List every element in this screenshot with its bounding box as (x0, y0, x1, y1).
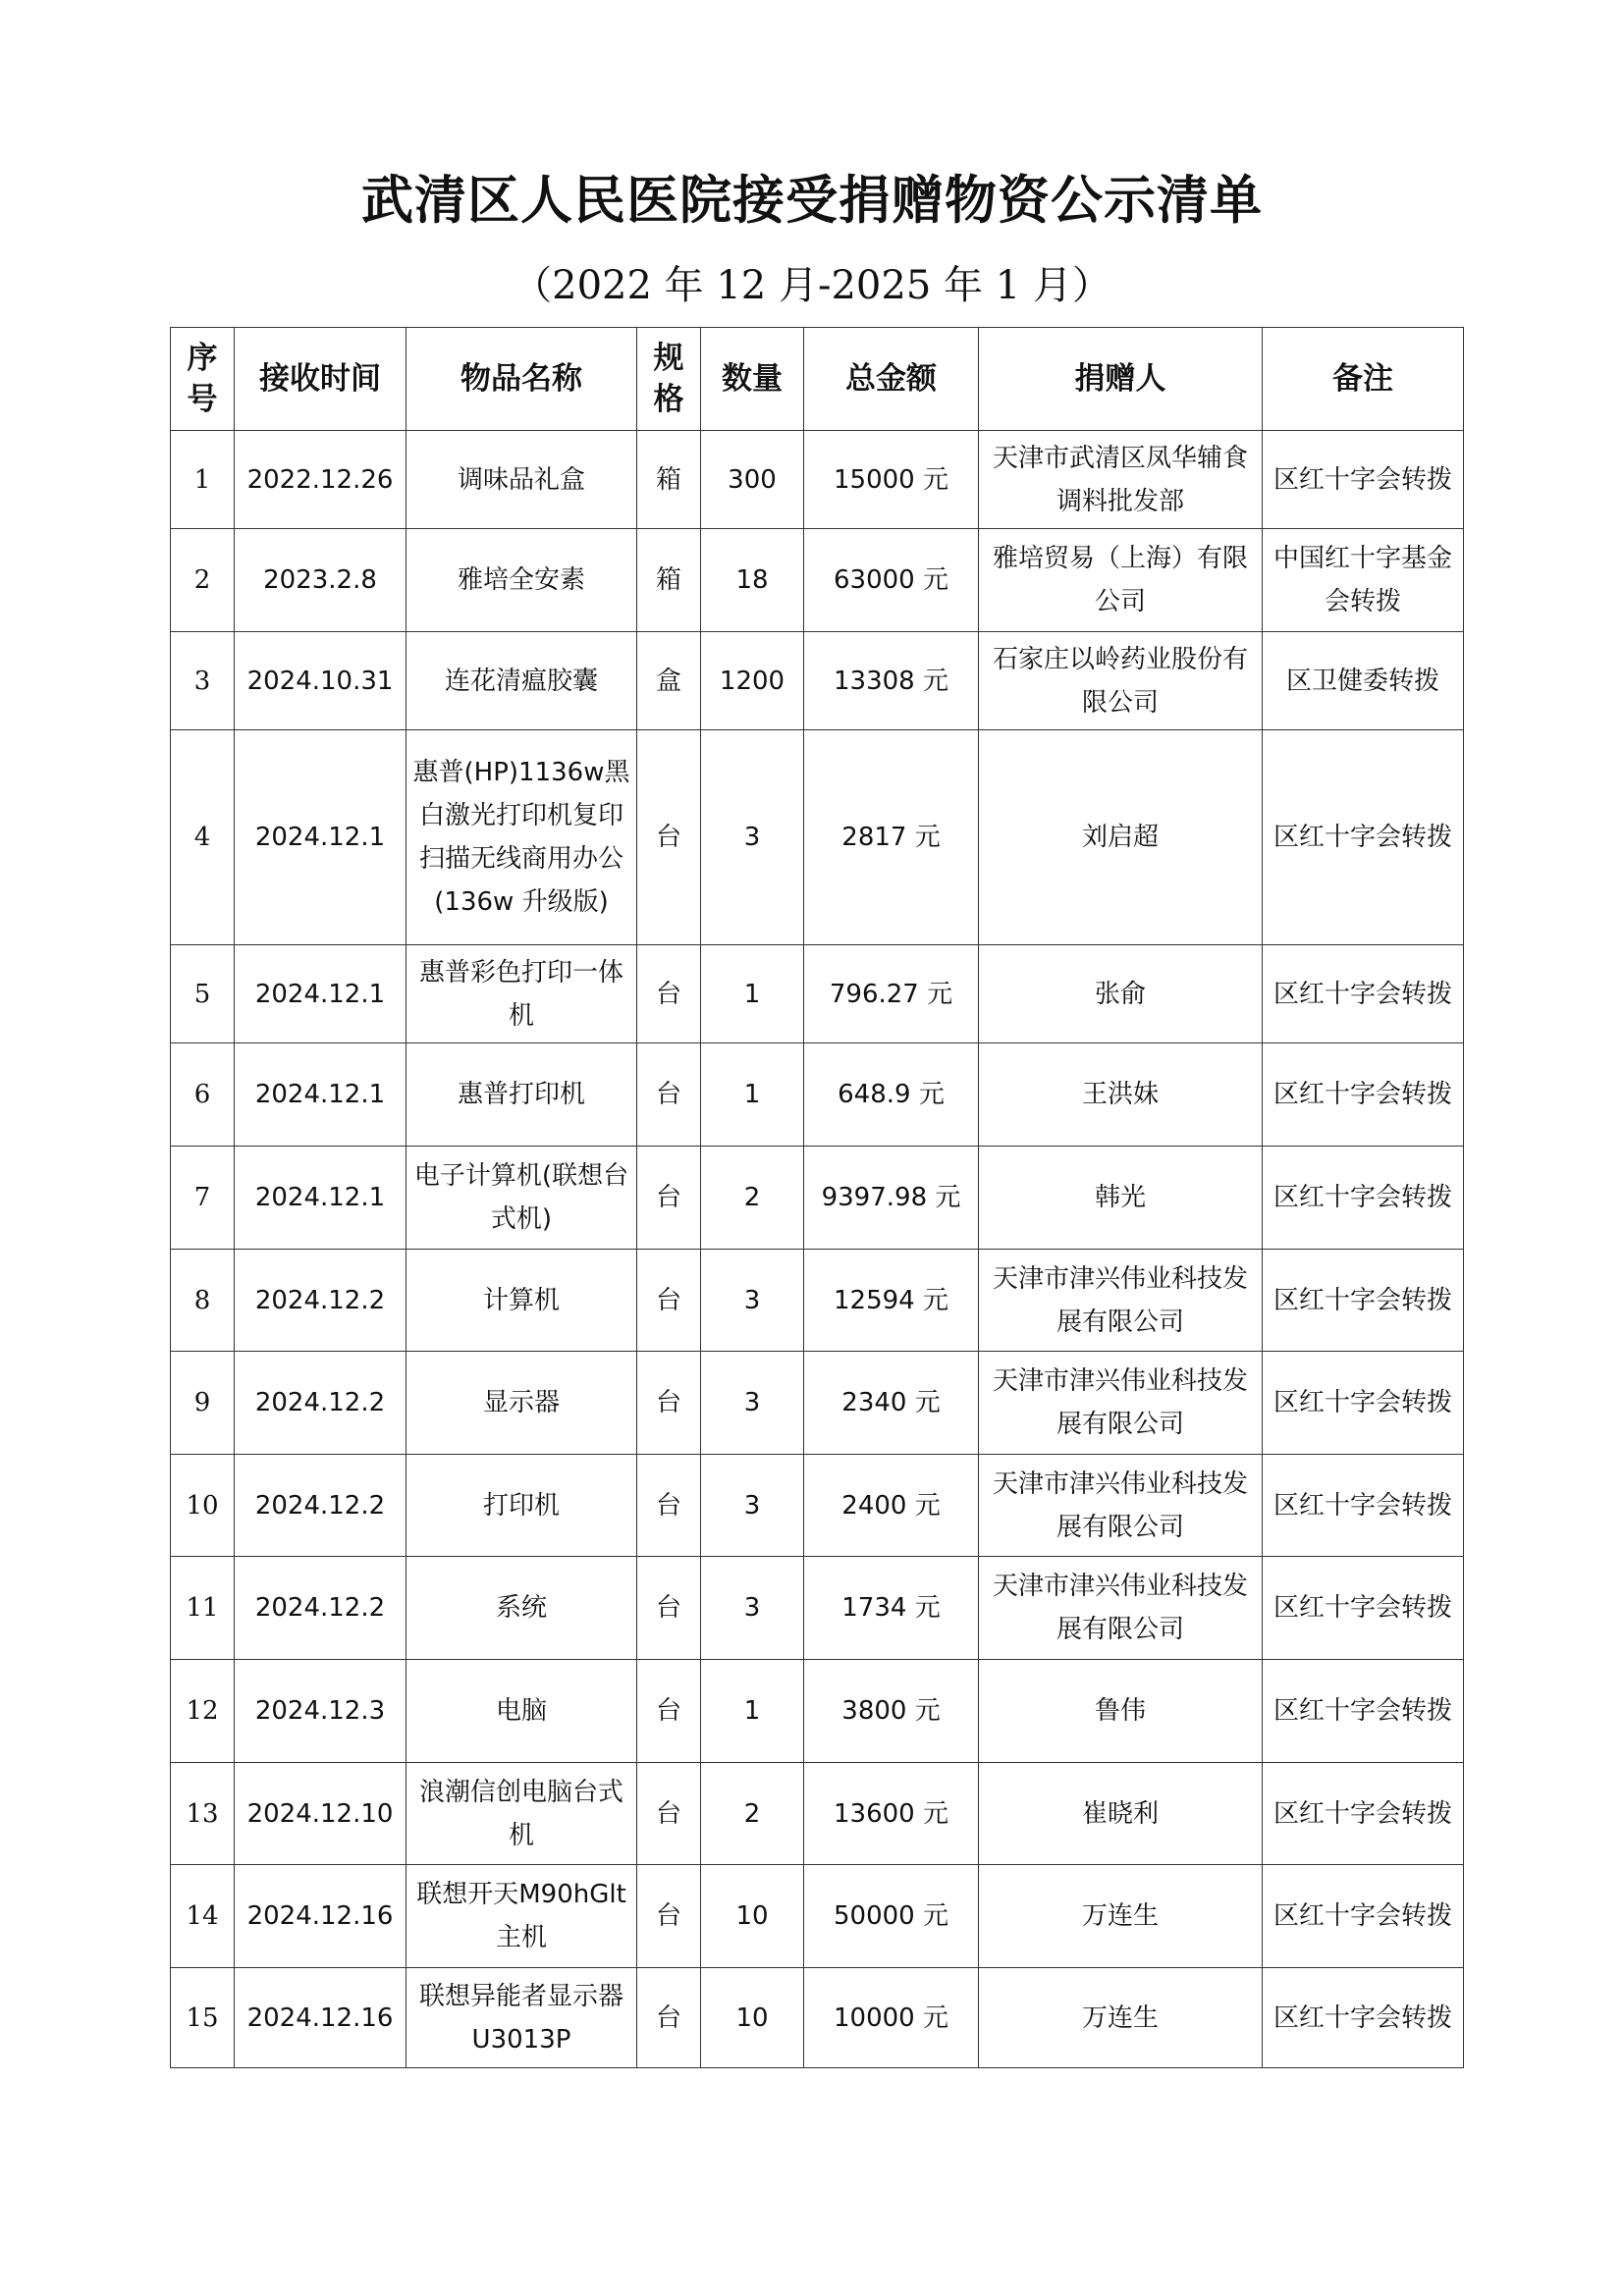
cell-qty: 1200 (701, 632, 804, 730)
cell-note: 区红十字会转拨 (1263, 1043, 1464, 1147)
cell-date: 2024.12.2 (235, 1352, 406, 1455)
cell-qty: 1 (701, 1043, 804, 1147)
cell-unit: 台 (637, 1352, 701, 1455)
cell-no: 4 (171, 730, 235, 945)
cell-qty: 10 (701, 1865, 804, 1968)
cell-no: 6 (171, 1043, 235, 1147)
cell-note: 区红十字会转拨 (1263, 1660, 1464, 1763)
cell-name: 惠普彩色打印一体机 (406, 945, 637, 1043)
cell-amount: 1734 元 (804, 1557, 979, 1660)
header-note: 备注 (1263, 328, 1464, 431)
cell-qty: 3 (701, 1352, 804, 1455)
cell-donor: 张俞 (979, 945, 1263, 1043)
header-date: 接收时间 (235, 328, 406, 431)
cell-no: 15 (171, 1968, 235, 2068)
cell-unit: 台 (637, 945, 701, 1043)
cell-name: 联想开天M90hGlt 主机 (406, 1865, 637, 1968)
cell-qty: 2 (701, 1147, 804, 1250)
cell-note: 区红十字会转拨 (1263, 1455, 1464, 1557)
table-header-row (171, 328, 1464, 431)
cell-note: 区红十字会转拨 (1263, 1865, 1464, 1968)
cell-note: 区红十字会转拨 (1263, 1147, 1464, 1250)
cell-unit: 台 (637, 1147, 701, 1250)
cell-amount: 2400 元 (804, 1455, 979, 1557)
header-qty: 数量 (701, 328, 804, 431)
cell-date: 2024.12.2 (235, 1557, 406, 1660)
table-row (171, 1968, 1464, 2068)
cell-amount: 3800 元 (804, 1660, 979, 1763)
table-row (171, 1147, 1464, 1250)
cell-unit: 台 (637, 1043, 701, 1147)
cell-no: 11 (171, 1557, 235, 1660)
cell-amount: 648.9 元 (804, 1043, 979, 1147)
cell-date: 2024.12.2 (235, 1250, 406, 1352)
cell-qty: 2 (701, 1763, 804, 1865)
cell-qty: 18 (701, 529, 804, 632)
cell-donor: 王洪妹 (979, 1043, 1263, 1147)
header-amount: 总金额 (804, 328, 979, 431)
header-donor: 捐赠人 (979, 328, 1263, 431)
cell-name: 打印机 (406, 1455, 637, 1557)
cell-amount: 2340 元 (804, 1352, 979, 1455)
cell-note: 区红十字会转拨 (1263, 431, 1464, 529)
cell-note: 区红十字会转拨 (1263, 1763, 1464, 1865)
cell-unit: 台 (637, 1968, 701, 2068)
cell-amount: 10000 元 (804, 1968, 979, 2068)
cell-date: 2024.12.1 (235, 945, 406, 1043)
cell-date: 2024.12.1 (235, 1043, 406, 1147)
cell-note: 区红十字会转拨 (1263, 1352, 1464, 1455)
cell-name: 显示器 (406, 1352, 637, 1455)
cell-qty: 1 (701, 1660, 804, 1763)
cell-name: 联想异能者显示器 U3013P (406, 1968, 637, 2068)
document-subtitle: （2022 年 12 月-2025 年 1 月） (513, 263, 1111, 308)
cell-qty: 3 (701, 1455, 804, 1557)
cell-donor: 韩光 (979, 1147, 1263, 1250)
cell-no: 12 (171, 1660, 235, 1763)
cell-donor: 万连生 (979, 1865, 1263, 1968)
cell-amount: 796.27 元 (804, 945, 979, 1043)
cell-donor: 天津市津兴伟业科技发展有限公司 (979, 1352, 1263, 1455)
cell-unit: 台 (637, 1865, 701, 1968)
table-row (171, 632, 1464, 730)
cell-donor: 天津市津兴伟业科技发展有限公司 (979, 1557, 1263, 1660)
cell-name: 连花清瘟胶囊 (406, 632, 637, 730)
cell-no: 13 (171, 1763, 235, 1865)
cell-donor: 刘启超 (979, 730, 1263, 945)
cell-donor: 万连生 (979, 1968, 1263, 2068)
cell-donor: 鲁伟 (979, 1660, 1263, 1763)
cell-donor: 天津市津兴伟业科技发展有限公司 (979, 1455, 1263, 1557)
header-name: 物品名称 (406, 328, 637, 431)
cell-unit: 台 (637, 1250, 701, 1352)
cell-name: 电脑 (406, 1660, 637, 1763)
table-row (171, 1455, 1464, 1557)
cell-name: 惠普打印机 (406, 1043, 637, 1147)
cell-note: 区红十字会转拨 (1263, 1968, 1464, 2068)
cell-qty: 3 (701, 1250, 804, 1352)
cell-note: 区红十字会转拨 (1263, 730, 1464, 945)
cell-no: 1 (171, 431, 235, 529)
cell-date: 2024.12.16 (235, 1865, 406, 1968)
cell-donor: 天津市津兴伟业科技发展有限公司 (979, 1250, 1263, 1352)
cell-note: 中国红十字基金会转拨 (1263, 529, 1464, 632)
cell-date: 2024.12.10 (235, 1763, 406, 1865)
cell-amount: 13600 元 (804, 1763, 979, 1865)
cell-amount: 9397.98 元 (804, 1147, 979, 1250)
cell-donor: 雅培贸易（上海）有限公司 (979, 529, 1263, 632)
cell-no: 7 (171, 1147, 235, 1250)
cell-name: 计算机 (406, 1250, 637, 1352)
table-row (171, 945, 1464, 1043)
cell-date: 2024.10.31 (235, 632, 406, 730)
cell-date: 2024.12.1 (235, 730, 406, 945)
cell-unit: 台 (637, 1557, 701, 1660)
cell-name: 惠普(HP)1136w黑白激光打印机复印扫描无线商用办公(136w 升级版) (406, 730, 637, 945)
cell-unit: 台 (637, 1763, 701, 1865)
table-row (171, 431, 1464, 529)
cell-note: 区卫健委转拨 (1263, 632, 1464, 730)
cell-amount: 15000 元 (804, 431, 979, 529)
cell-amount: 63000 元 (804, 529, 979, 632)
cell-unit: 台 (637, 1455, 701, 1557)
cell-no: 2 (171, 529, 235, 632)
cell-unit: 台 (637, 730, 701, 945)
document-title: 武清区人民医院接受捐赠物资公示清单 (361, 171, 1263, 231)
cell-date: 2023.2.8 (235, 529, 406, 632)
cell-date: 2024.12.2 (235, 1455, 406, 1557)
cell-amount: 12594 元 (804, 1250, 979, 1352)
cell-date: 2024.12.1 (235, 1147, 406, 1250)
cell-note: 区红十字会转拨 (1263, 945, 1464, 1043)
header-unit: 规格 (637, 328, 701, 431)
table-row (171, 1660, 1464, 1763)
cell-amount: 13308 元 (804, 632, 979, 730)
cell-date: 2024.12.3 (235, 1660, 406, 1763)
cell-donor: 崔晓利 (979, 1763, 1263, 1865)
table-row (171, 1865, 1464, 1968)
cell-qty: 1 (701, 945, 804, 1043)
cell-qty: 300 (701, 431, 804, 529)
donation-table (170, 327, 1464, 2068)
cell-qty: 3 (701, 730, 804, 945)
cell-name: 浪潮信创电脑台式机 (406, 1763, 637, 1865)
table-row (171, 1250, 1464, 1352)
cell-amount: 50000 元 (804, 1865, 979, 1968)
cell-donor: 天津市武清区凤华辅食调料批发部 (979, 431, 1263, 529)
cell-qty: 3 (701, 1557, 804, 1660)
cell-name: 雅培全安素 (406, 529, 637, 632)
cell-no: 10 (171, 1455, 235, 1557)
cell-unit: 箱 (637, 529, 701, 632)
cell-no: 14 (171, 1865, 235, 1968)
cell-donor: 石家庄以岭药业股份有限公司 (979, 632, 1263, 730)
table-row (171, 1763, 1464, 1865)
cell-name: 系统 (406, 1557, 637, 1660)
cell-no: 8 (171, 1250, 235, 1352)
cell-qty: 10 (701, 1968, 804, 2068)
header-no: 序号 (171, 328, 235, 431)
cell-no: 9 (171, 1352, 235, 1455)
cell-unit: 台 (637, 1660, 701, 1763)
table-row (171, 1352, 1464, 1455)
table-row (171, 730, 1464, 945)
cell-unit: 箱 (637, 431, 701, 529)
cell-name: 电子计算机(联想台式机) (406, 1147, 637, 1250)
table-row (171, 1043, 1464, 1147)
cell-amount: 2817 元 (804, 730, 979, 945)
cell-unit: 盒 (637, 632, 701, 730)
cell-name: 调味品礼盒 (406, 431, 637, 529)
cell-note: 区红十字会转拨 (1263, 1557, 1464, 1660)
cell-note: 区红十字会转拨 (1263, 1250, 1464, 1352)
table-row (171, 529, 1464, 632)
cell-date: 2024.12.16 (235, 1968, 406, 2068)
cell-date: 2022.12.26 (235, 431, 406, 529)
cell-no: 5 (171, 945, 235, 1043)
table-row (171, 1557, 1464, 1660)
cell-no: 3 (171, 632, 235, 730)
